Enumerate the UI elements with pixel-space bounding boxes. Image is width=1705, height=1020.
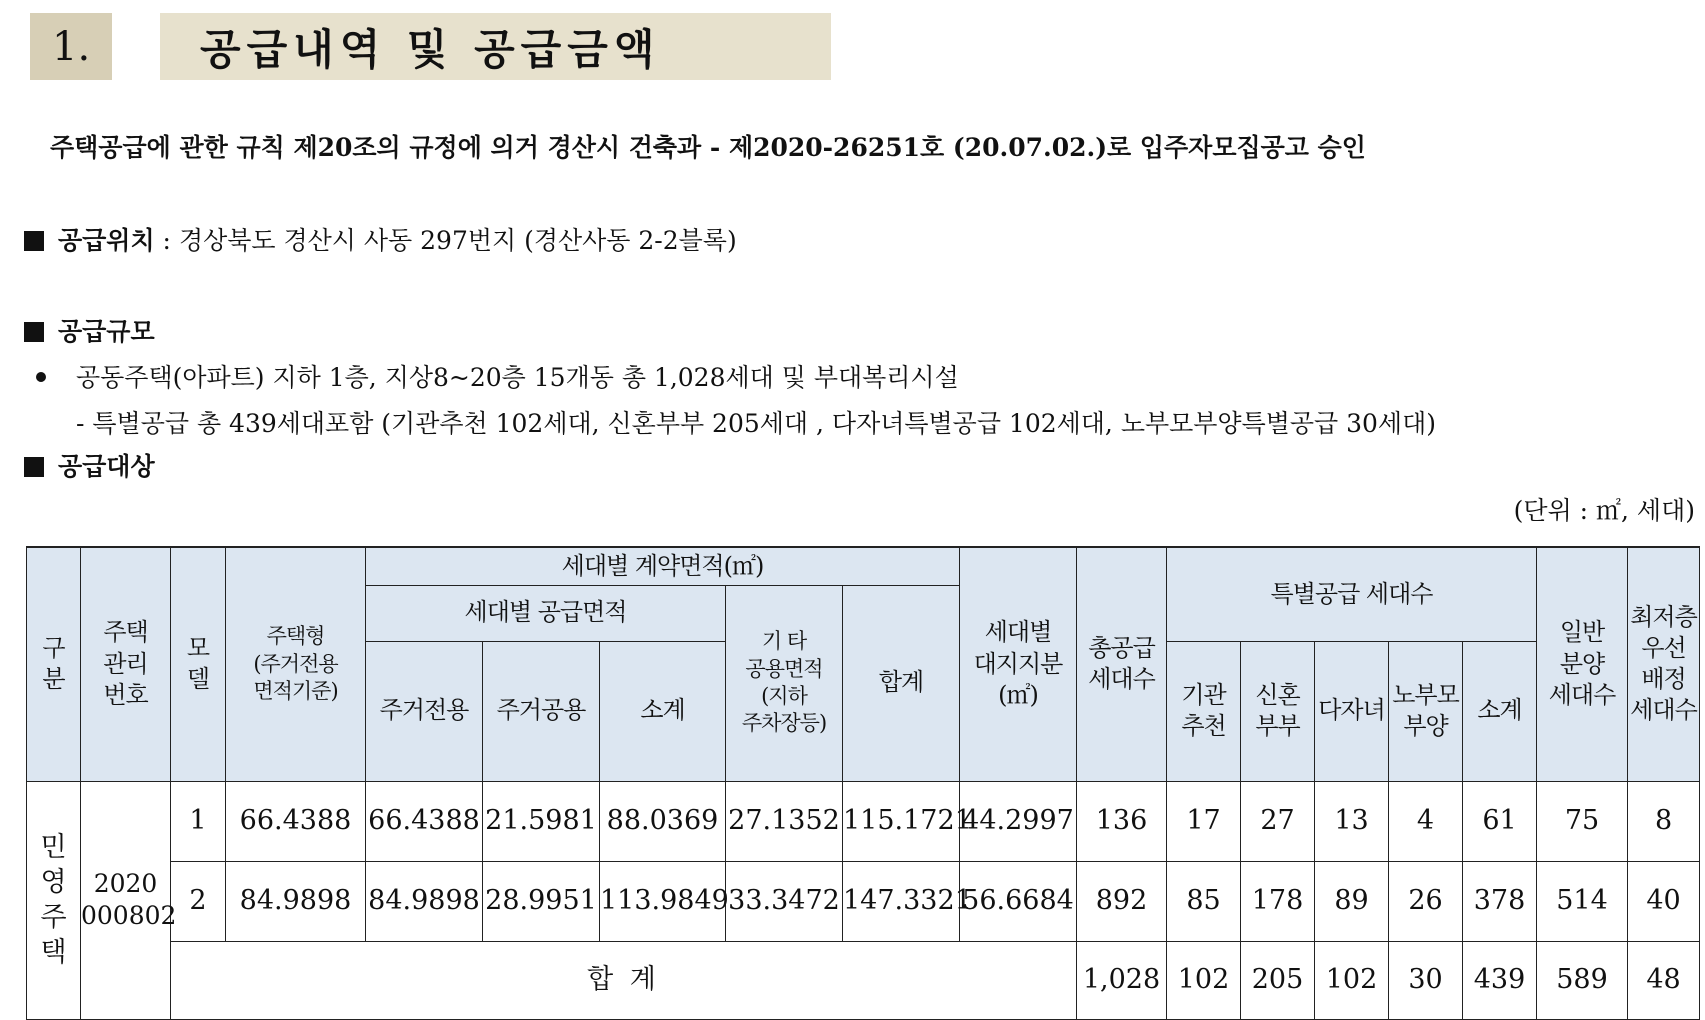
header-multichild: 다자녀 bbox=[1315, 641, 1389, 781]
section-number: 1. bbox=[30, 13, 112, 80]
special-subtotal-cell: 61 bbox=[1463, 781, 1537, 861]
units-cell: 136 bbox=[1077, 781, 1167, 861]
newlywed-cell: 178 bbox=[1241, 861, 1315, 941]
table-total-row bbox=[27, 941, 1700, 1019]
multichild-cell: 13 bbox=[1315, 781, 1389, 861]
scale-subitem: - 특별공급 총 439세대포함 (기관추천 102세대, 신혼부부 205세대 , 다자녀특별공급 102세대, 노부모부양특별공급 30세대) bbox=[76, 409, 1436, 438]
lowest-cell: 40 bbox=[1628, 861, 1700, 941]
excl-cell: 66.4388 bbox=[366, 781, 483, 861]
common-cell: 28.9951 bbox=[483, 861, 600, 941]
total-special-subtotal-cell: 439 bbox=[1463, 941, 1537, 1019]
total-units-cell: 1,028 bbox=[1077, 941, 1167, 1019]
table-row bbox=[27, 861, 1700, 941]
header-excl: 주거전용 bbox=[366, 641, 483, 781]
square-bullet-icon bbox=[24, 322, 44, 342]
total-newlywed-cell: 205 bbox=[1241, 941, 1315, 1019]
common-cell: 21.5981 bbox=[483, 781, 600, 861]
multichild-cell: 89 bbox=[1315, 861, 1389, 941]
total-agency-cell: 102 bbox=[1167, 941, 1241, 1019]
parents-cell: 4 bbox=[1389, 781, 1463, 861]
table-row bbox=[27, 781, 1700, 861]
scale-item-text: 공동주택(아파트) 지하 1층, 지상8~20층 15개동 총 1,028세대 및 부대복리시설 bbox=[76, 363, 959, 392]
scale-item bbox=[36, 358, 959, 394]
header-contract-area: 세대별 계약면적(㎡) bbox=[366, 547, 960, 585]
header-parents: 노부모 부양 bbox=[1389, 641, 1463, 781]
supply-table bbox=[26, 546, 1700, 1020]
header-common: 주거공용 bbox=[483, 641, 600, 781]
newlywed-cell: 27 bbox=[1241, 781, 1315, 861]
header-total-units: 총공급 세대수 bbox=[1077, 547, 1167, 781]
special-subtotal-cell: 378 bbox=[1463, 861, 1537, 941]
square-bullet-icon bbox=[24, 231, 44, 251]
mgmt-no-cell: 2020 000802 bbox=[81, 781, 171, 1019]
land-cell: 44.2997 bbox=[960, 781, 1077, 861]
header-subtotal: 소계 bbox=[600, 641, 726, 781]
subtotal-cell: 113.9849 bbox=[600, 861, 726, 941]
parents-cell: 26 bbox=[1389, 861, 1463, 941]
excl-cell: 84.9898 bbox=[366, 861, 483, 941]
header-agency: 기관 추천 bbox=[1167, 641, 1241, 781]
header-housing-type: 주택형 (주거전용 면적기준) bbox=[226, 547, 366, 781]
header-lowest-floor: 최저층 우선 배정 세대수 bbox=[1628, 547, 1700, 781]
header-general: 일반 분양 세대수 bbox=[1537, 547, 1628, 781]
etc-cell: 33.3472 bbox=[726, 861, 843, 941]
total-lowest-cell: 48 bbox=[1628, 941, 1700, 1019]
location-label: 공급위치 bbox=[58, 226, 155, 255]
total-label: 합 계 bbox=[171, 941, 1077, 1019]
scale-label: 공급규모 bbox=[58, 317, 155, 346]
header-land-share: 세대별 대지지분 (㎡) bbox=[960, 547, 1077, 781]
total-cell: 147.3321 bbox=[843, 861, 960, 941]
agency-cell: 85 bbox=[1167, 861, 1241, 941]
header-model: 모 델 bbox=[171, 547, 226, 781]
land-cell: 56.6684 bbox=[960, 861, 1077, 941]
general-cell: 514 bbox=[1537, 861, 1628, 941]
header-mgmt-no: 주택 관리 번호 bbox=[81, 547, 171, 781]
unit-note: (단위 : ㎡, 세대) bbox=[1513, 496, 1695, 525]
target-label: 공급대상 bbox=[58, 452, 155, 481]
header-etc-area: 기 타 공용면적 (지하 주차장등) bbox=[726, 585, 843, 781]
etc-cell: 27.1352 bbox=[726, 781, 843, 861]
housing-type-cell: 66.4388 bbox=[226, 781, 366, 861]
general-cell: 75 bbox=[1537, 781, 1628, 861]
square-bullet-icon bbox=[24, 457, 44, 477]
target-heading bbox=[24, 447, 155, 483]
total-cell: 115.1721 bbox=[843, 781, 960, 861]
category-cell: 민 영 주 택 bbox=[27, 781, 81, 1019]
total-general-cell: 589 bbox=[1537, 941, 1628, 1019]
approval-notice: 주택공급에 관한 규칙 제20조의 규정에 의거 경산시 건축과 - 제2020-26251호 (20.07.02.)로 입주자모집공고 승인 bbox=[50, 133, 1366, 162]
subtotal-cell: 88.0369 bbox=[600, 781, 726, 861]
lowest-cell: 8 bbox=[1628, 781, 1700, 861]
header-total-area: 합계 bbox=[843, 585, 960, 781]
location-value: 경상북도 경산시 사동 297번지 (경산사동 2-2블록) bbox=[178, 226, 737, 255]
header-category: 구 분 bbox=[27, 547, 81, 781]
location-line bbox=[24, 221, 737, 257]
round-bullet-icon bbox=[36, 372, 46, 382]
model-cell: 2 bbox=[171, 861, 226, 941]
header-supply-area: 세대별 공급면적 bbox=[366, 585, 726, 641]
total-parents-cell: 30 bbox=[1389, 941, 1463, 1019]
total-multichild-cell: 102 bbox=[1315, 941, 1389, 1019]
section-title: 공급내역 및 공급금액 bbox=[160, 13, 831, 80]
header-newlywed: 신혼 부부 bbox=[1241, 641, 1315, 781]
scale-heading bbox=[24, 312, 155, 348]
agency-cell: 17 bbox=[1167, 781, 1241, 861]
units-cell: 892 bbox=[1077, 861, 1167, 941]
header-special-subtotal: 소계 bbox=[1463, 641, 1537, 781]
header-special: 특별공급 세대수 bbox=[1167, 547, 1537, 641]
housing-type-cell: 84.9898 bbox=[226, 861, 366, 941]
location-separator: : bbox=[154, 226, 179, 255]
model-cell: 1 bbox=[171, 781, 226, 861]
